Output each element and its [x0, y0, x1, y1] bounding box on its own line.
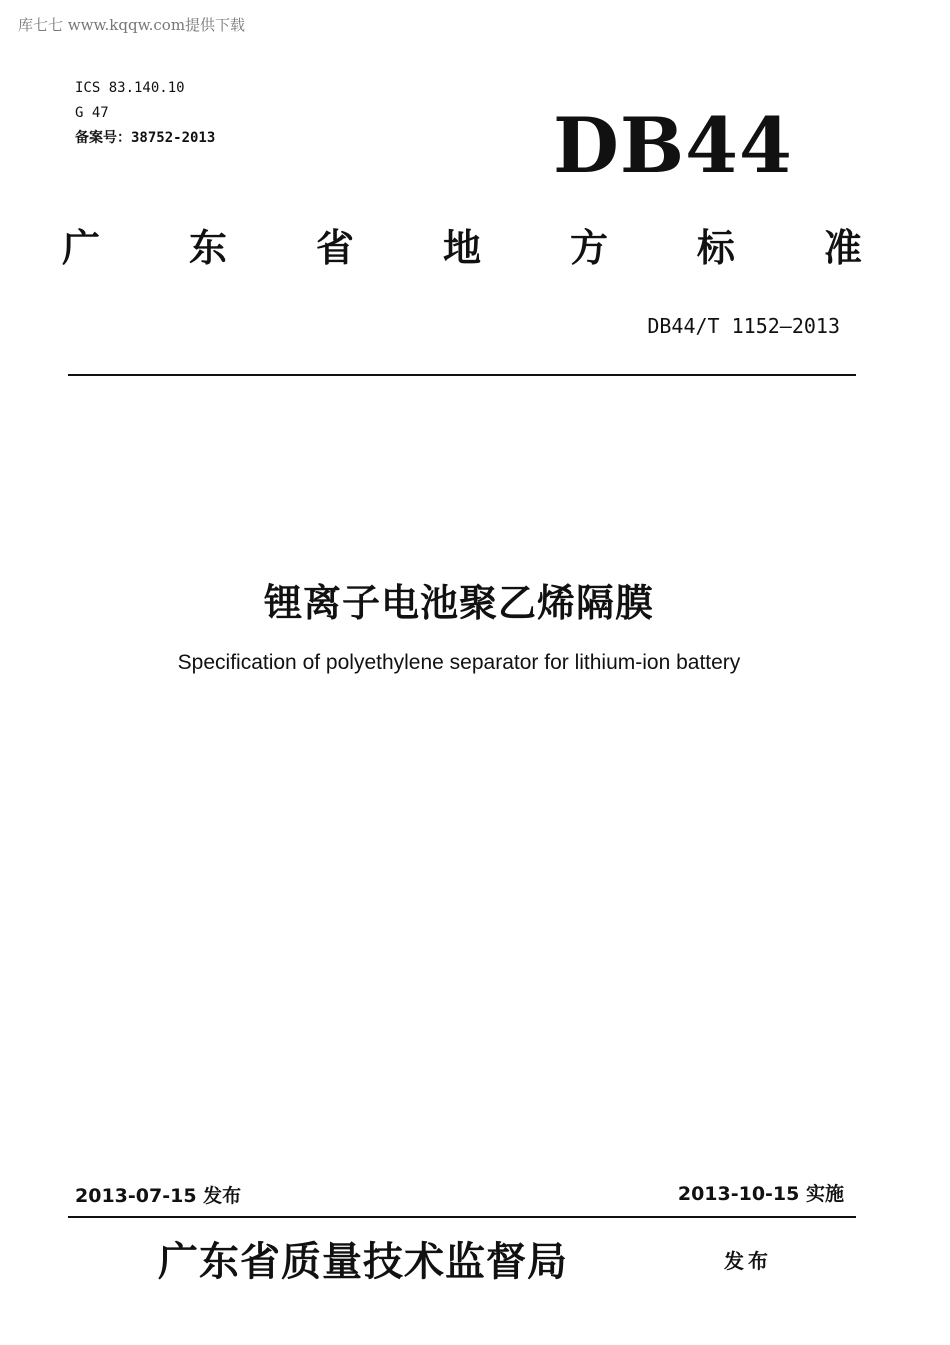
top-divider: [68, 374, 856, 376]
ics-code: ICS 83.140.10: [75, 80, 185, 96]
issuing-authority: 广东省质量技术监督局: [158, 1238, 568, 1285]
standard-type-char: 广: [62, 226, 101, 270]
issuing-label: 发布: [724, 1249, 772, 1273]
classification-block: [75, 76, 215, 151]
filing-number: 备案号：38752-2013: [75, 130, 216, 146]
document-title-chinese: 锂离子电池聚乙烯隔膜: [263, 581, 654, 625]
document-title-english: Specification of polyethylene separator for lithium-ion battery: [177, 651, 741, 674]
standard-type-heading: [62, 222, 862, 274]
standard-number: DB44/T 1152—2013: [647, 314, 840, 338]
standard-type-char: 标: [696, 226, 735, 270]
standard-type-char: 地: [442, 226, 481, 270]
standard-code-logo: DB44: [553, 101, 793, 190]
implementation-date: 2013-10-15 实施: [677, 1183, 844, 1205]
bottom-divider: [68, 1216, 856, 1218]
watermark-text: 库七七 www.kqqw.com提供下载: [18, 16, 246, 34]
issue-date: 2013-07-15 发布: [75, 1185, 242, 1207]
standard-type-char: 准: [823, 226, 862, 270]
standard-type-char: 东: [188, 226, 227, 270]
ccs-code: G 47: [75, 105, 109, 121]
standard-type-char: 方: [569, 226, 608, 270]
standard-type-char: 省: [315, 226, 354, 270]
